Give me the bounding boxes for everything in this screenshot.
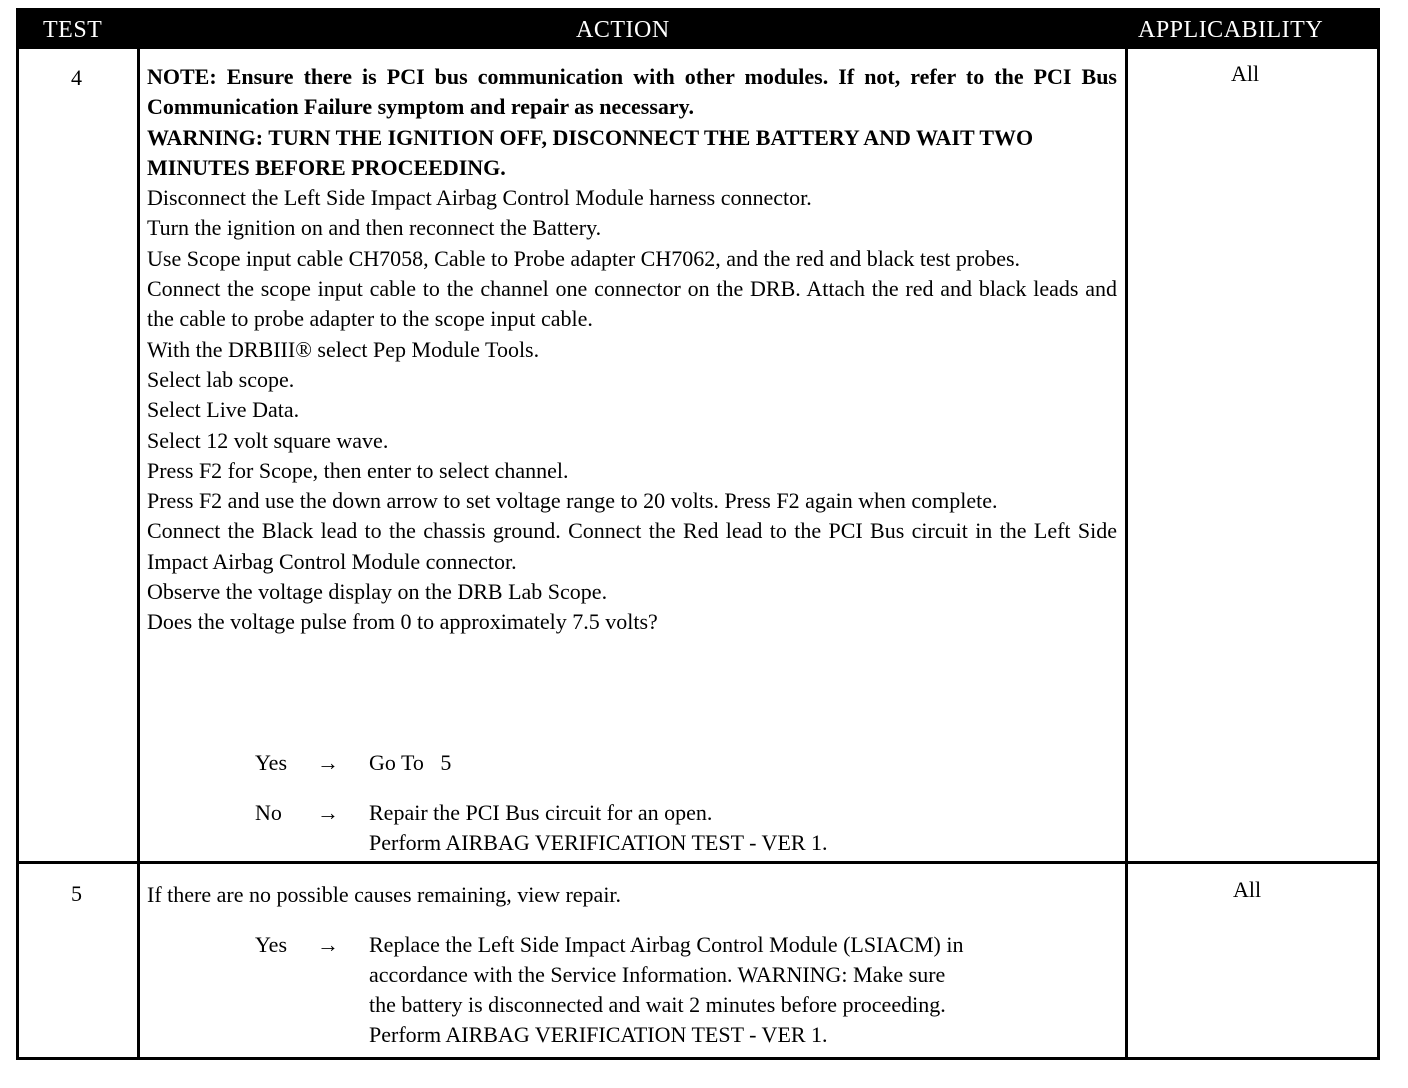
table-header (19, 11, 1377, 49)
column-divider (137, 49, 140, 1057)
header-applicability: APPLICABILITY (1138, 17, 1324, 43)
row-4-test-number: 4 (71, 65, 82, 90)
column-divider (1125, 49, 1128, 1057)
header-test: TEST (43, 17, 103, 43)
yes-result-line: the battery is disconnected and wait 2 minutes before proceeding. (369, 992, 946, 1017)
row-4-yes-option (255, 748, 1055, 778)
arrow-icon: → (317, 800, 339, 825)
header-action: ACTION (576, 17, 670, 43)
step: Observe the voltage display on the DRB Lab Scope. (147, 579, 608, 605)
row-5-applicability: All (1233, 877, 1262, 902)
step: Press F2 for Scope, then enter to select channel. (147, 457, 569, 483)
step: Select Live Data. (147, 397, 300, 423)
step: Use Scope input cable CH7058, Cable to Probe adapter CH7062, and the red and black test probes. (147, 245, 1021, 271)
step: Select lab scope. (147, 366, 295, 392)
step: Connect the scope input cable to the channel one connector on the DRB. Attach the red and black leads and the cable to probe adapter to the scope input cable. (147, 276, 1117, 332)
row-4-no-option (255, 798, 1055, 858)
yes-label: Yes (255, 932, 288, 957)
warning-text: WARNING: TURN THE IGNITION OFF, DISCONNECT THE BATTERY AND WAIT TWO MINUTES BEFORE PROCEEDING. (147, 124, 1034, 180)
step: Press F2 and use the down arrow to set voltage range to 20 volts. Press F2 again when complete. (147, 488, 998, 514)
test-table (16, 8, 1380, 1060)
row-4-applicability: All (1231, 61, 1260, 86)
step: With the DRBIII® select Pep Module Tools. (147, 336, 540, 362)
row-4-action (147, 62, 1117, 638)
yes-result: Go To 5 (369, 750, 452, 775)
yes-label: Yes (255, 750, 288, 775)
no-result-line: Repair the PCI Bus circuit for an open. (369, 800, 713, 825)
arrow-icon: → (317, 932, 339, 957)
no-label: No (255, 800, 282, 825)
note-text: NOTE: Ensure there is PCI bus communication with other modules. If not, refer to the PCI Bus Communication Failure symptom and repair as necessary. (147, 64, 1117, 120)
row-5-action (147, 880, 1117, 910)
step: Disconnect the Left Side Impact Airbag Control Module harness connector. (147, 185, 812, 211)
no-result-line: Perform AIRBAG VERIFICATION TEST - VER 1. (369, 830, 828, 855)
step: Does the voltage pulse from 0 to approximately 7.5 volts? (147, 609, 658, 635)
arrow-icon: → (317, 750, 339, 775)
row-divider (19, 861, 1377, 864)
yes-result-line: Perform AIRBAG VERIFICATION TEST - VER 1. (369, 1022, 828, 1047)
step: Connect the Black lead to the chassis ground. Connect the Red lead to the PCI Bus circuit in the Left Side Impact Airbag Control Module connector. (147, 518, 1117, 574)
row-5-test-number: 5 (71, 881, 82, 906)
step: Turn the ignition on and then reconnect the Battery. (147, 215, 602, 241)
yes-result-line: Replace the Left Side Impact Airbag Control Module (LSIACM) in (369, 932, 964, 957)
yes-result-line: accordance with the Service Information. WARNING: Make sure (369, 962, 946, 987)
row-5-yes-option (255, 930, 1255, 1050)
step: If there are no possible causes remaining, view repair. (147, 882, 622, 907)
step: Select 12 volt square wave. (147, 427, 389, 453)
